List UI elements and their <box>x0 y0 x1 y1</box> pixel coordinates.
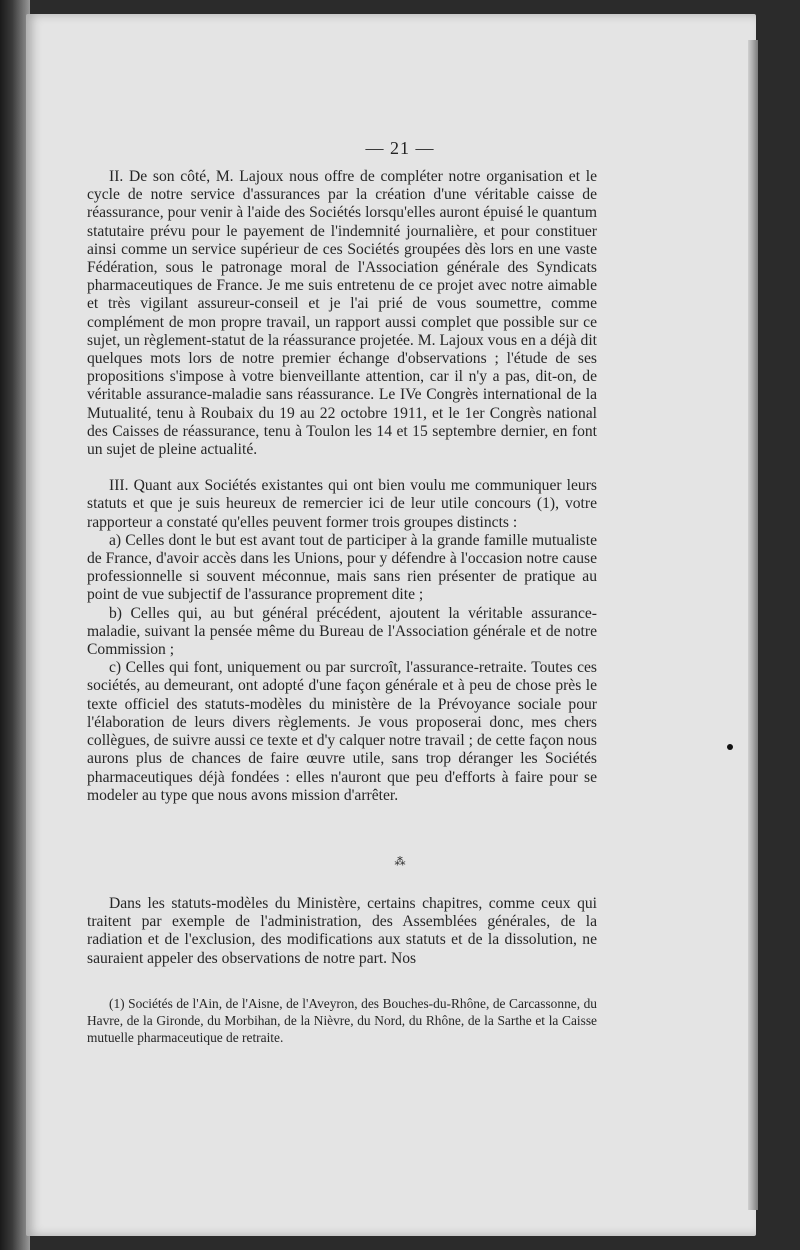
margin-mark <box>727 744 733 750</box>
paragraph-iii: III. Quant aux Sociétés existantes qui ont bien voulu me communiquer leurs statuts et que je suis heureux de remercier ici de leur utile concours (1), votre rapporteur a constaté qu'elles peuvent former trois groupes distincts : <box>87 477 597 531</box>
paragraph-statuts-text: Dans les statuts-modèles du Ministère, certains chapitres, comme ceux qui traitent par exemple de l'administration, des Assemblées générales, de la radiation et de l'exclusion, des modifications aux statuts et de la dissolution, ne sauraient appeler des observations de notre part. Nos <box>87 895 597 967</box>
section-separator: ⁂ <box>394 856 406 868</box>
list-item-b: b) Celles qui, au but général précédent, ajoutent la véritable assurance-maladie, suivant la pensée même du Bureau de l'Association générale et de notre Commission ; <box>87 604 597 659</box>
page-stack-edge <box>748 40 758 1210</box>
footnote-text: (1) Sociétés de l'Ain, de l'Aisne, de l'Aveyron, des Bouches-du-Rhône, de Carcassonne, du Havre, de la Gironde, du Morbihan, de la Nièvre, du Nord, du Rhône, de la Sarthe et la Caisse mutuelle pharmaceutique de retraite. <box>87 996 597 1045</box>
paragraph-statuts <box>87 895 597 968</box>
main-text <box>87 168 597 805</box>
list-item-c: c) Celles qui font, uniquement ou par surcroît, l'assurance-retraite. Toutes ces sociétés, au demeurant, ont adopté d'une façon générale et à peu de chose près le texte officiel des statuts-modèles du ministère de la Prévoyance sociale pour l'élaboration de leurs divers règlements. Je vous proposerai donc, mes chers collègues, de suivre aussi ce texte et d'y calquer notre travail ; de cette façon nous aurons plus de chances de faire œuvre utile, sans trop déranger les Sociétés pharmaceutiques déjà fondées : elles n'auront que peu d'efforts à faire pour se modeler au type que nous avons mission d'arrêter. <box>87 659 597 804</box>
page-number: — 21 — <box>365 138 435 158</box>
footnote <box>87 995 597 1046</box>
paragraph-ii: II. De son côté, M. Lajoux nous offre de compléter notre organisation et le cycle de notre service d'assurances par la création d'une véritable caisse de réassurance, pour venir à l'aide des Sociétés lorsqu'elles auront épuisé le quantum statutaire prévu pour le payement de l'indemnité journalière, et pour constituer ainsi comme un service supérieur de ces Sociétés groupées dès lors en une vaste Fédération, sous le patronage moral de l'Association générale des Syndicats pharmaceutiques de France. Je me suis entretenu de ce projet avec notre aimable et très vigilant assureur-conseil et je l'ai prié de vous soumettre, comme complément de mon propre travail, un rapport aussi complet que possible sur ce sujet, un règlement-statut de la réassurance projetée. M. Lajoux vous en a déjà dit quelques mots lors de notre premier échange d'observations ; l'étude de ses propositions s'impose à votre bienveillante attention, car il n'y a pas, dit-on, de véritable assurance-maladie sans réassurance. Le IVe Congrès international de la Mutualité, tenu à Roubaix du 19 au 22 octobre 1911, et le 1er Congrès national des Caisses de réassurance, tenu à Toulon les 14 et 15 septembre dernier, en font un sujet de pleine actualité. <box>87 168 597 459</box>
list-item-a: a) Celles dont le but est avant tout de participer à la grande famille mutualiste de France, d'avoir accès dans les Unions, pour y défendre à l'occasion notre cause professionnelle si souvent méconnue, mais sans rien présenter de pratique au point de vue subjectif de l'assurance proprement dite ; <box>87 531 597 604</box>
